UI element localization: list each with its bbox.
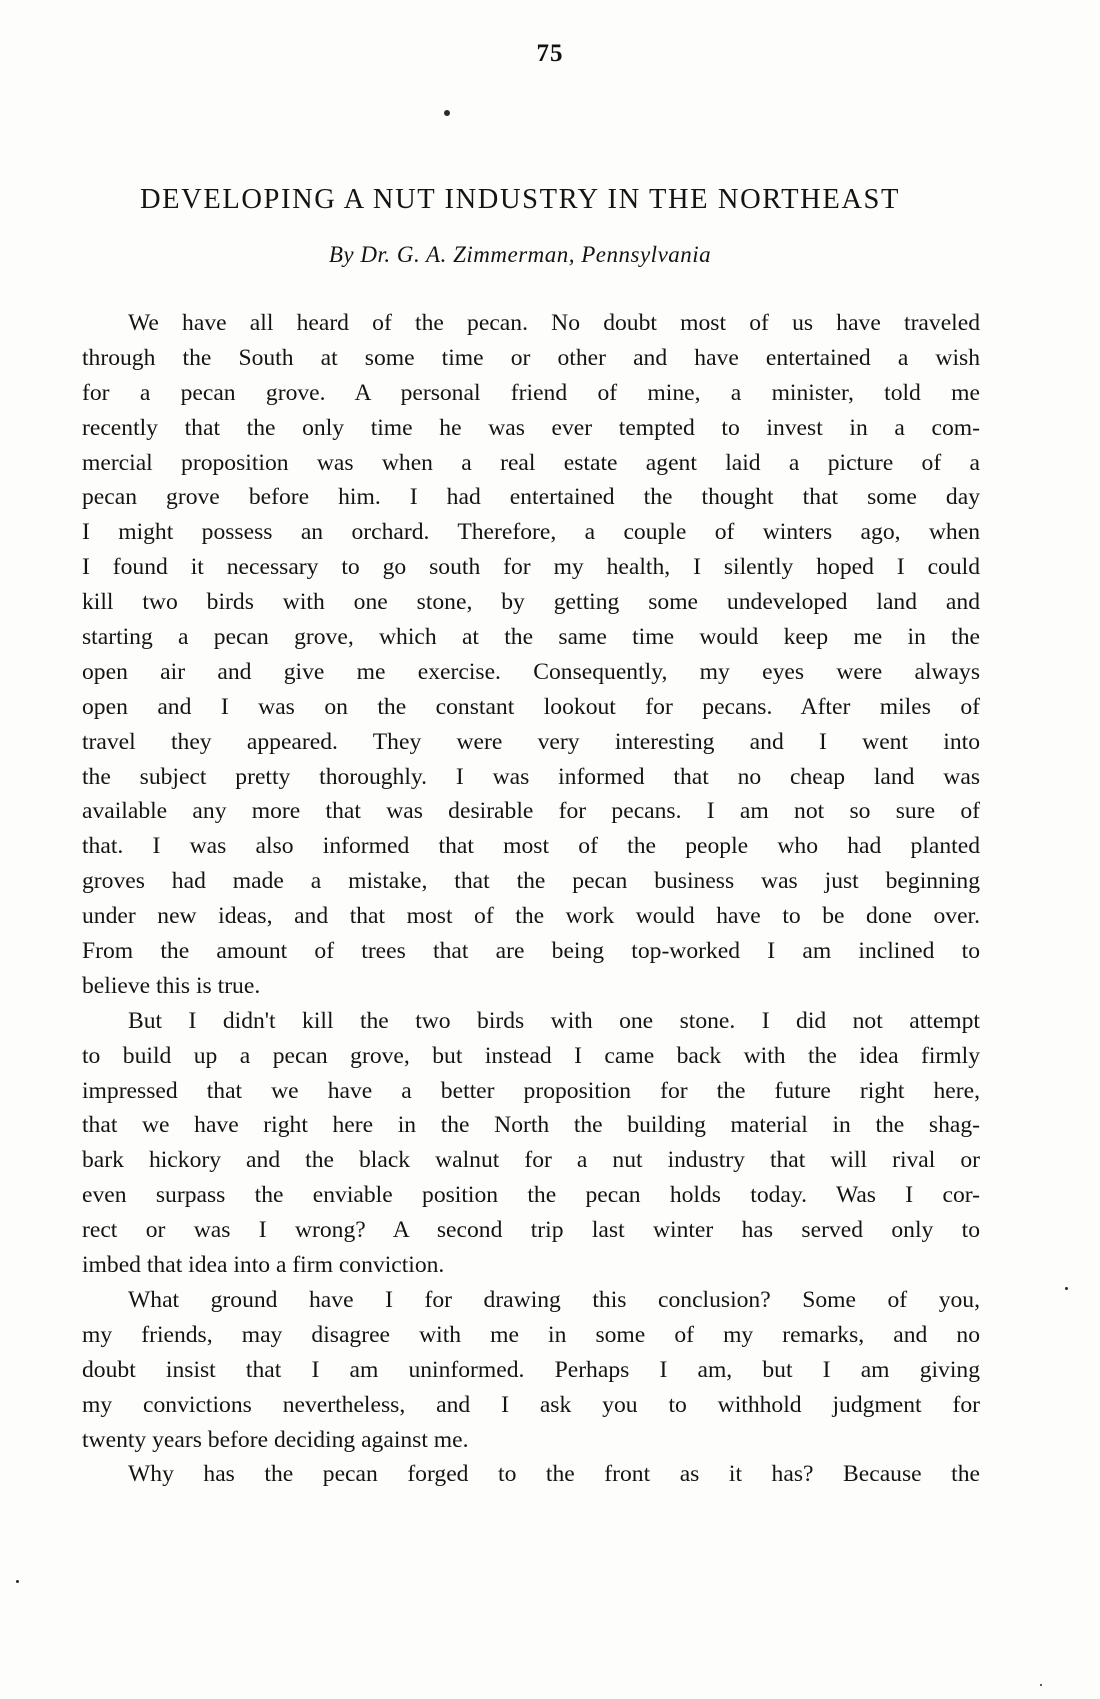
- text-line: believe this is true.: [82, 972, 261, 999]
- text-line: even surpass the enviable position the pecan holds today. Was I cor-: [82, 1182, 980, 1209]
- text-line: bark hickory and the black walnut for a nut industry that will rival or: [82, 1147, 980, 1174]
- page-number: 75: [536, 40, 564, 67]
- text-line: starting a pecan grove, which at the same time would keep me in the: [82, 624, 980, 651]
- paragraph-3: [82, 1283, 980, 1457]
- scan-speck: [16, 1580, 19, 1583]
- text-line: We have all heard of the pecan. No doubt most of us have traveled: [128, 310, 980, 336]
- text-line: under new ideas, and that most of the work would have to be done over.: [82, 903, 980, 930]
- text-line: groves had made a mistake, that the pecan business was just beginning: [82, 868, 980, 895]
- text-line: through the South at some time or other and have entertained a wish: [82, 344, 980, 371]
- text-line: imbed that idea into a firm conviction.: [82, 1252, 445, 1279]
- text-line: my friends, may disagree with me in some of my remarks, and no: [82, 1321, 980, 1348]
- text-line: open and I was on the constant lookout for pecans. After miles of: [82, 693, 980, 720]
- scan-speck: [1065, 1287, 1068, 1290]
- text-line: doubt insist that I am uninformed. Perhaps I am, but I am giving: [82, 1356, 980, 1383]
- text-line: my convictions nevertheless, and I ask you to withhold judgment for: [82, 1391, 980, 1418]
- text-line: Why has the pecan forged to the front as it has? Because the: [128, 1461, 980, 1488]
- text-line: that we have right here in the North the building material in the shag-: [82, 1112, 980, 1139]
- text-line: But I didn't kill the two birds with one stone. I did not attempt: [128, 1007, 980, 1034]
- text-line: that. I was also informed that most of the people who had planted: [82, 833, 980, 860]
- paragraph-4: [82, 1457, 980, 1492]
- text-line: I found it necessary to go south for my health, I silently hoped I could: [82, 554, 980, 581]
- article-title: DEVELOPING A NUT INDUSTRY IN THE NORTHEAST: [139, 184, 901, 215]
- text-line: to build up a pecan grove, but instead I came back with the idea firmly: [82, 1042, 980, 1069]
- scan-speck: [444, 110, 450, 116]
- text-line: What ground have I for drawing this conclusion? Some of you,: [128, 1286, 980, 1313]
- text-line: twenty years before deciding against me.: [82, 1426, 469, 1453]
- text-line: pecan grove before him. I had entertained the thought that some day: [82, 484, 980, 511]
- paragraph-1: [82, 306, 980, 1004]
- text-line: for a pecan grove. A personal friend of mine, a minister, told me: [82, 379, 980, 406]
- article-body: [82, 306, 980, 1492]
- paragraph-2: [82, 1004, 980, 1283]
- text-line: I might possess an orchard. Therefore, a couple of winters ago, when: [82, 519, 980, 546]
- text-line: impressed that we have a better proposition for the future right here,: [82, 1077, 980, 1104]
- scan-speck: [1040, 1684, 1042, 1686]
- text-line: From the amount of trees that are being top-worked I am inclined to: [82, 938, 980, 965]
- text-line: kill two birds with one stone, by getting some undeveloped land and: [82, 589, 980, 616]
- text-line: the subject pretty thoroughly. I was informed that no cheap land was: [82, 763, 980, 790]
- text-line: available any more that was desirable for pecans. I am not so sure of: [82, 798, 980, 825]
- text-line: recently that the only time he was ever tempted to invest in a com-: [82, 414, 980, 441]
- article-byline: By Dr. G. A. Zimmerman, Pennsylvania: [328, 242, 712, 267]
- text-line: mercial proposition was when a real estate agent laid a picture of a: [82, 449, 980, 476]
- text-line: open air and give me exercise. Consequently, my eyes were always: [82, 658, 980, 685]
- text-line: rect or was I wrong? A second trip last winter has served only to: [82, 1217, 980, 1244]
- text-line: travel they appeared. They were very interesting and I went into: [82, 728, 980, 755]
